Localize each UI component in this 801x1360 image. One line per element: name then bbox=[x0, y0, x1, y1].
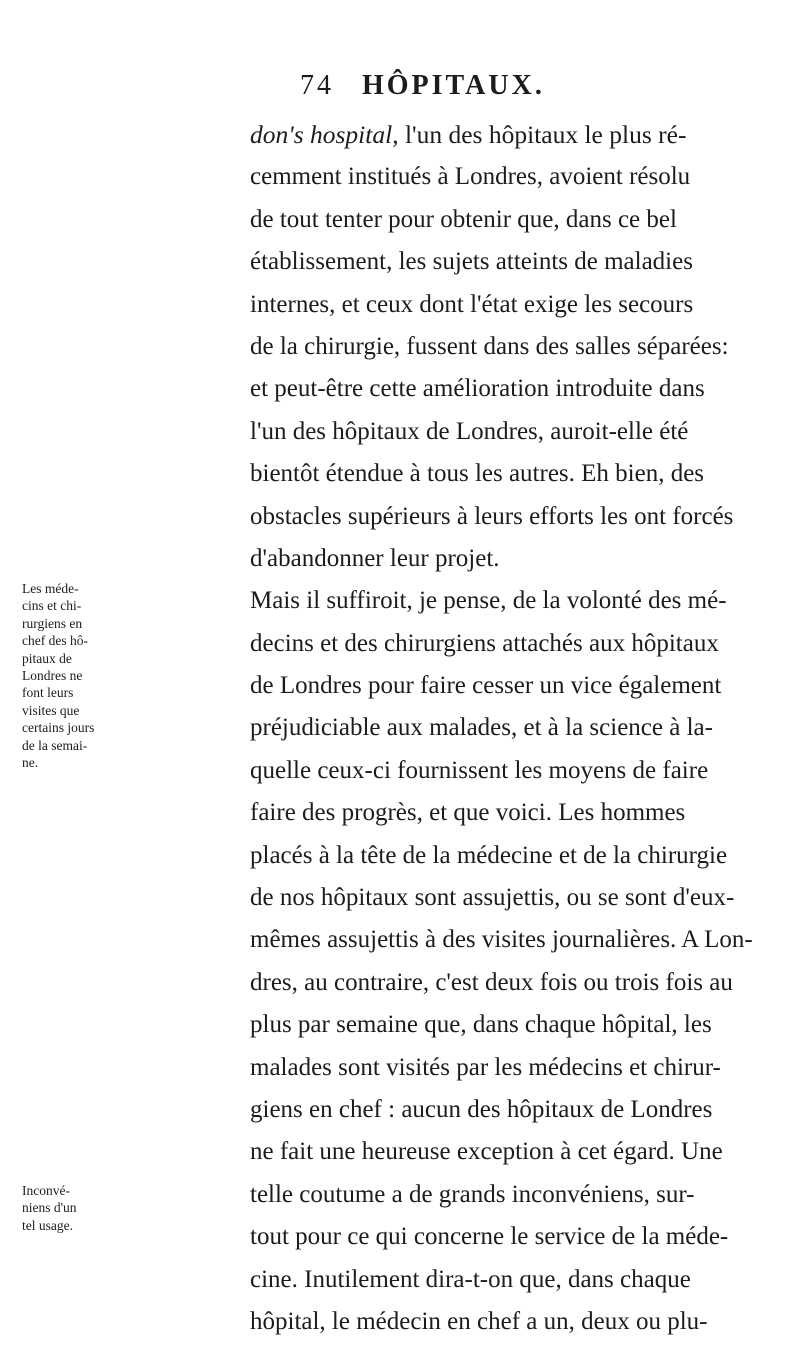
text-line: de la chirurgie, fussent dans des salles séparées: bbox=[250, 332, 729, 360]
text-line: cemment institués à Londres, avoient résolu bbox=[250, 163, 691, 191]
text-line: placés à la tête de la médecine et de la chirurgie bbox=[250, 841, 728, 869]
note-line: pitaux de bbox=[22, 650, 72, 666]
text-line: mêmes assujettis à des visites journalières. A Lon- bbox=[250, 926, 753, 954]
text-line: plus par semaine que, dans chaque hôpital, les bbox=[250, 1011, 712, 1039]
page-number: 74 bbox=[300, 70, 334, 101]
text-line: cine. Inutilement dira-t-on que, dans chaque bbox=[250, 1265, 691, 1293]
page-header bbox=[300, 70, 720, 110]
text-line: dres, au contraire, c'est deux fois ou trois fois au bbox=[250, 968, 733, 996]
note-line: de la semai- bbox=[22, 737, 88, 753]
text-line: préjudiciable aux malades, et à la science à la- bbox=[250, 714, 713, 742]
text-line: quelle ceux-ci fournissent les moyens de faire bbox=[250, 756, 709, 784]
text-line: d'abandonner leur projet. bbox=[250, 544, 500, 572]
text-line: l'un des hôpitaux de Londres, auroit-elle été bbox=[250, 417, 689, 445]
text-line: decins et des chirurgiens attachés aux hôpitaux bbox=[250, 629, 719, 657]
text-line: tout pour ce qui concerne le service de la méde- bbox=[250, 1223, 729, 1251]
note-line: Inconvé- bbox=[22, 1183, 70, 1198]
text-line: malades sont visités par les médecins et chirur- bbox=[250, 1053, 721, 1081]
body-text bbox=[250, 114, 770, 1343]
text-line: de Londres pour faire cesser un vice également bbox=[250, 672, 722, 700]
note-line: cins et chi- bbox=[22, 598, 82, 614]
text-line: faire des progrès, et que voici. Les hommes bbox=[250, 799, 686, 827]
text-span: , l'un des hôpitaux le plus ré- bbox=[392, 120, 687, 149]
text-line bbox=[250, 114, 770, 156]
text-line: hôpital, le médecin en chef a un, deux ou plu- bbox=[250, 1307, 708, 1335]
running-title: HÔPITAUX. bbox=[362, 70, 545, 101]
text-line: bientôt étendue à tous les autres. Eh bien, des bbox=[250, 460, 705, 488]
text-line: giens en chef : aucun des hôpitaux de Londres bbox=[250, 1095, 713, 1123]
note-line: font leurs bbox=[22, 685, 74, 701]
margin-note-inconveniences bbox=[22, 1182, 122, 1234]
text-line: Mais il suffiroit, je pense, de la volonté des mé- bbox=[250, 587, 727, 615]
note-line: rurgiens en bbox=[22, 615, 83, 631]
note-line: certains jours bbox=[22, 720, 95, 736]
note-line: niens d'un bbox=[22, 1200, 77, 1216]
note-line: Londres ne bbox=[22, 668, 83, 684]
note-line: ne. bbox=[22, 755, 39, 771]
text-line: établissement, les sujets atteints de maladies bbox=[250, 248, 693, 276]
note-line: visites que bbox=[22, 702, 80, 718]
text-line: ne fait une heureuse exception à cet égard. Une bbox=[250, 1138, 723, 1166]
text-line: telle coutume a de grands inconvéniens, sur- bbox=[250, 1180, 695, 1208]
text-line: obstacles supérieurs à leurs efforts les ont forcés bbox=[250, 502, 734, 530]
note-line: tel usage. bbox=[22, 1217, 73, 1233]
text-span: des progrès, et que voici. Les hommes bbox=[302, 799, 686, 827]
margin-note-visits bbox=[22, 580, 122, 771]
italic-span: don's hospital bbox=[250, 120, 393, 149]
note-line: chef des hô- bbox=[22, 633, 88, 649]
text-line: internes, et ceux dont l'état exige les secours bbox=[250, 290, 694, 318]
note-line: Les méde- bbox=[22, 581, 79, 596]
text-line: de tout tenter pour obtenir que, dans ce bel bbox=[250, 205, 677, 233]
text-line: et peut-être cette amélioration introduite dans bbox=[250, 375, 705, 403]
text-line: de nos hôpitaux sont assujettis, ou se sont d'eux- bbox=[250, 884, 735, 912]
